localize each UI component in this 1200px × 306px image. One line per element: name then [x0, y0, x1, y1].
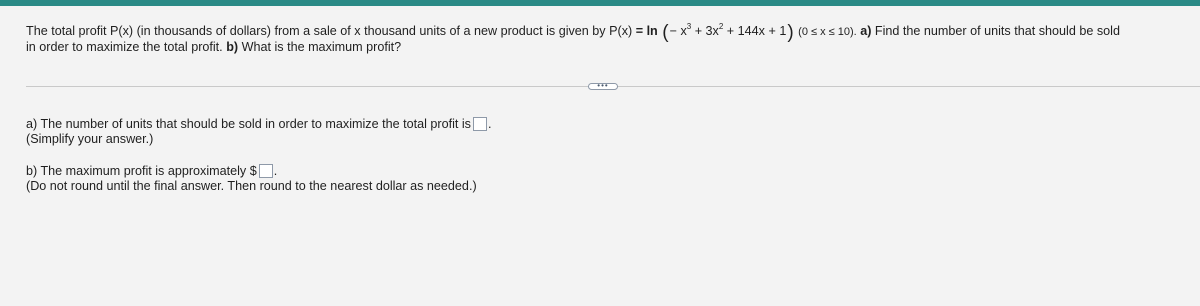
- part-b-label: b): [226, 40, 239, 54]
- close-paren: ): [787, 22, 794, 43]
- exponent-3: 3: [686, 22, 692, 31]
- answer-b-period: .: [273, 164, 278, 178]
- ln-function: ln: [646, 24, 658, 38]
- part-a-prompt-cont: in order to maximize the total profit.: [26, 40, 223, 54]
- question-text: [26, 24, 1196, 54]
- term-x-cubed: − x: [669, 24, 687, 38]
- part-a-prompt: Find the number of units that should be sold: [874, 24, 1120, 38]
- domain-constraint: (0 ≤ x ≤ 10).: [798, 26, 857, 38]
- top-accent-bar: [0, 0, 1200, 6]
- question-intro: The total profit P(x) (in thousands of dollars) from a sale of x thousand units of a new product is given by P(x): [26, 24, 633, 38]
- part-b-prompt: What is the maximum profit?: [241, 40, 402, 54]
- more-options-button[interactable]: •••: [588, 83, 618, 90]
- answer-a-text: a) The number of units that should be sold in order to maximize the total profit is: [26, 117, 471, 131]
- section-divider: [26, 83, 1200, 91]
- answer-b-row: [26, 164, 491, 179]
- answer-b-text: b) The maximum profit is approximately $: [26, 164, 257, 178]
- question-line-2: [26, 40, 1196, 54]
- question-line-1: [26, 22, 1196, 43]
- answer-a-row: [26, 117, 491, 132]
- term-linear: + 144x + 1: [723, 24, 787, 38]
- term-3x-squared: + 3x: [691, 24, 719, 38]
- answer-b-note: (Do not round until the final answer. Then round to the nearest dollar as needed.): [26, 179, 477, 193]
- answer-a-note: (Simplify your answer.): [26, 132, 154, 146]
- part-a-label: a): [860, 24, 872, 38]
- answer-b-input[interactable]: [259, 164, 273, 178]
- answer-section: [26, 117, 491, 194]
- exponent-2: 2: [718, 22, 724, 31]
- open-paren: (: [662, 22, 669, 43]
- equals-sign: =: [635, 24, 644, 38]
- answer-a-period: .: [487, 117, 492, 131]
- answer-a-input[interactable]: [473, 117, 487, 131]
